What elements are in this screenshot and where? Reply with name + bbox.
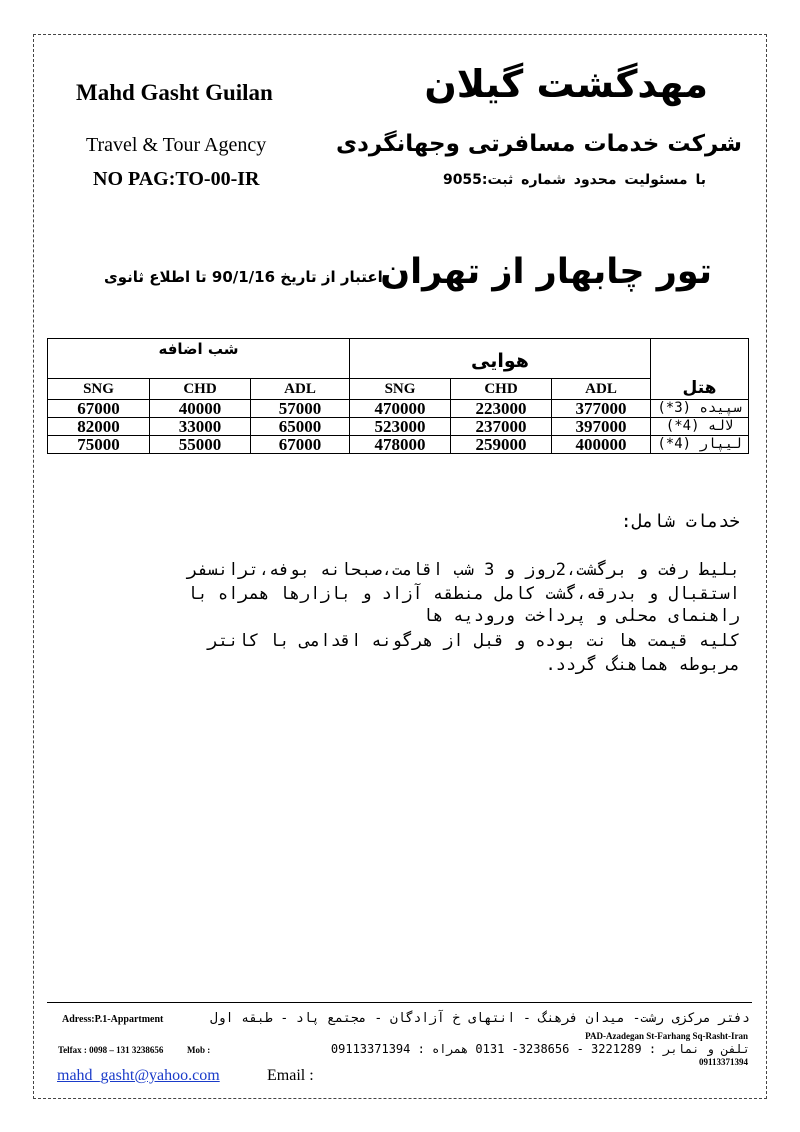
air-adl-price: 400000 (552, 436, 651, 454)
extra-adl-price: 65000 (251, 418, 350, 436)
extra-sng-price: 82000 (48, 418, 150, 436)
air-adl-price: 377000 (552, 400, 651, 418)
service-line: استقبال و بدرقه،گشت کامل منطقه آزاد و بازارها همراه با (187, 584, 740, 604)
telfax-number: Telfax : 0098 – 131 3238656 (58, 1045, 164, 1055)
column-header-adl: ADL (251, 379, 350, 400)
hotel-name: لاله (4*) (651, 418, 749, 436)
mobile-label: Mob : (187, 1045, 211, 1055)
column-header-adl: ADL (552, 379, 651, 400)
extra-adl-price: 57000 (251, 400, 350, 418)
air-group-header: هوایی (350, 339, 651, 379)
price-table (47, 338, 749, 454)
price-table-column-row (48, 379, 749, 400)
hotel-column-header: هتل (651, 339, 749, 400)
service-line: بلیط رفت و برگشت،2روز و 3 شب اقامت،صبحانه بوفه،ترانسفر (187, 560, 740, 580)
address-en: PAD-Azadegan St-Farhang Sq-Rasht-Iran (585, 1031, 748, 1041)
company-name-en: Mahd Gasht Guilan (76, 80, 273, 105)
extra-adl-price: 67000 (251, 436, 350, 454)
price-table-group-row (48, 339, 749, 379)
services-title: خدمات شامل: (620, 511, 740, 532)
column-header-sng: SNG (350, 379, 451, 400)
extra-sng-price: 67000 (48, 400, 150, 418)
agency-tagline-fa: شرکت خدمات مسافرتی وجهانگردی (336, 131, 742, 157)
extra-chd-price: 33000 (150, 418, 251, 436)
address-fa: دفتر مرکزی رشت- میدان فرهنگ - انتهای خ آزادگان - مجتمع پاد - طبقه اول (209, 1011, 750, 1026)
footer-divider (47, 1002, 752, 1003)
air-chd-price: 223000 (451, 400, 552, 418)
phone-info-fa: تلفن و نمابر : 3221289 - 3238656- 0131 همراه : 09113371394 (330, 1042, 750, 1056)
table-row (48, 418, 749, 436)
column-header-chd: CHD (150, 379, 251, 400)
column-header-chd: CHD (451, 379, 552, 400)
column-header-sng: SNG (48, 379, 150, 400)
address-label-en: Adress:P.1-Appartment (62, 1014, 164, 1025)
table-row (48, 400, 749, 418)
air-adl-price: 397000 (552, 418, 651, 436)
license-number-en: NO PAG:TO-00-IR (93, 168, 260, 190)
air-sng-price: 470000 (350, 400, 451, 418)
air-chd-price: 237000 (451, 418, 552, 436)
hotel-name: لیپار (4*) (651, 436, 749, 454)
mobile-number: 09113371394 (698, 1057, 748, 1067)
air-sng-price: 478000 (350, 436, 451, 454)
service-line: راهنمای محلی و پرداخت ورودیه ها (422, 606, 740, 626)
air-sng-price: 523000 (350, 418, 451, 436)
email-link[interactable]: mahd_gasht@yahoo.com (57, 1067, 220, 1084)
air-chd-price: 259000 (451, 436, 552, 454)
service-line: مربوطه هماهنگ گردد. (545, 655, 740, 675)
extra-chd-price: 40000 (150, 400, 251, 418)
service-line: کلیه قیمت ها نت بوده و قبل از هرگونه اقدامی با کانتر (207, 631, 740, 651)
hotel-name: سپیده (3*) (651, 400, 749, 418)
company-name-fa: مهدگشت گیلان (424, 62, 708, 106)
tour-title: تور چابهار از تهران (380, 252, 712, 292)
email-label: Email : (267, 1067, 314, 1084)
extra-sng-price: 75000 (48, 436, 150, 454)
validity-note: اعتبار از تاریخ 90/1/16 تا اطلاع ثانوی (104, 268, 383, 286)
registration-info-fa: با مسئولیت محدود شماره ثبت:9055 (442, 172, 706, 188)
agency-tagline-en: Travel & Tour Agency (86, 134, 267, 156)
extra-night-group-header: شب اضافه (48, 339, 350, 379)
extra-chd-price: 55000 (150, 436, 251, 454)
table-row (48, 436, 749, 454)
